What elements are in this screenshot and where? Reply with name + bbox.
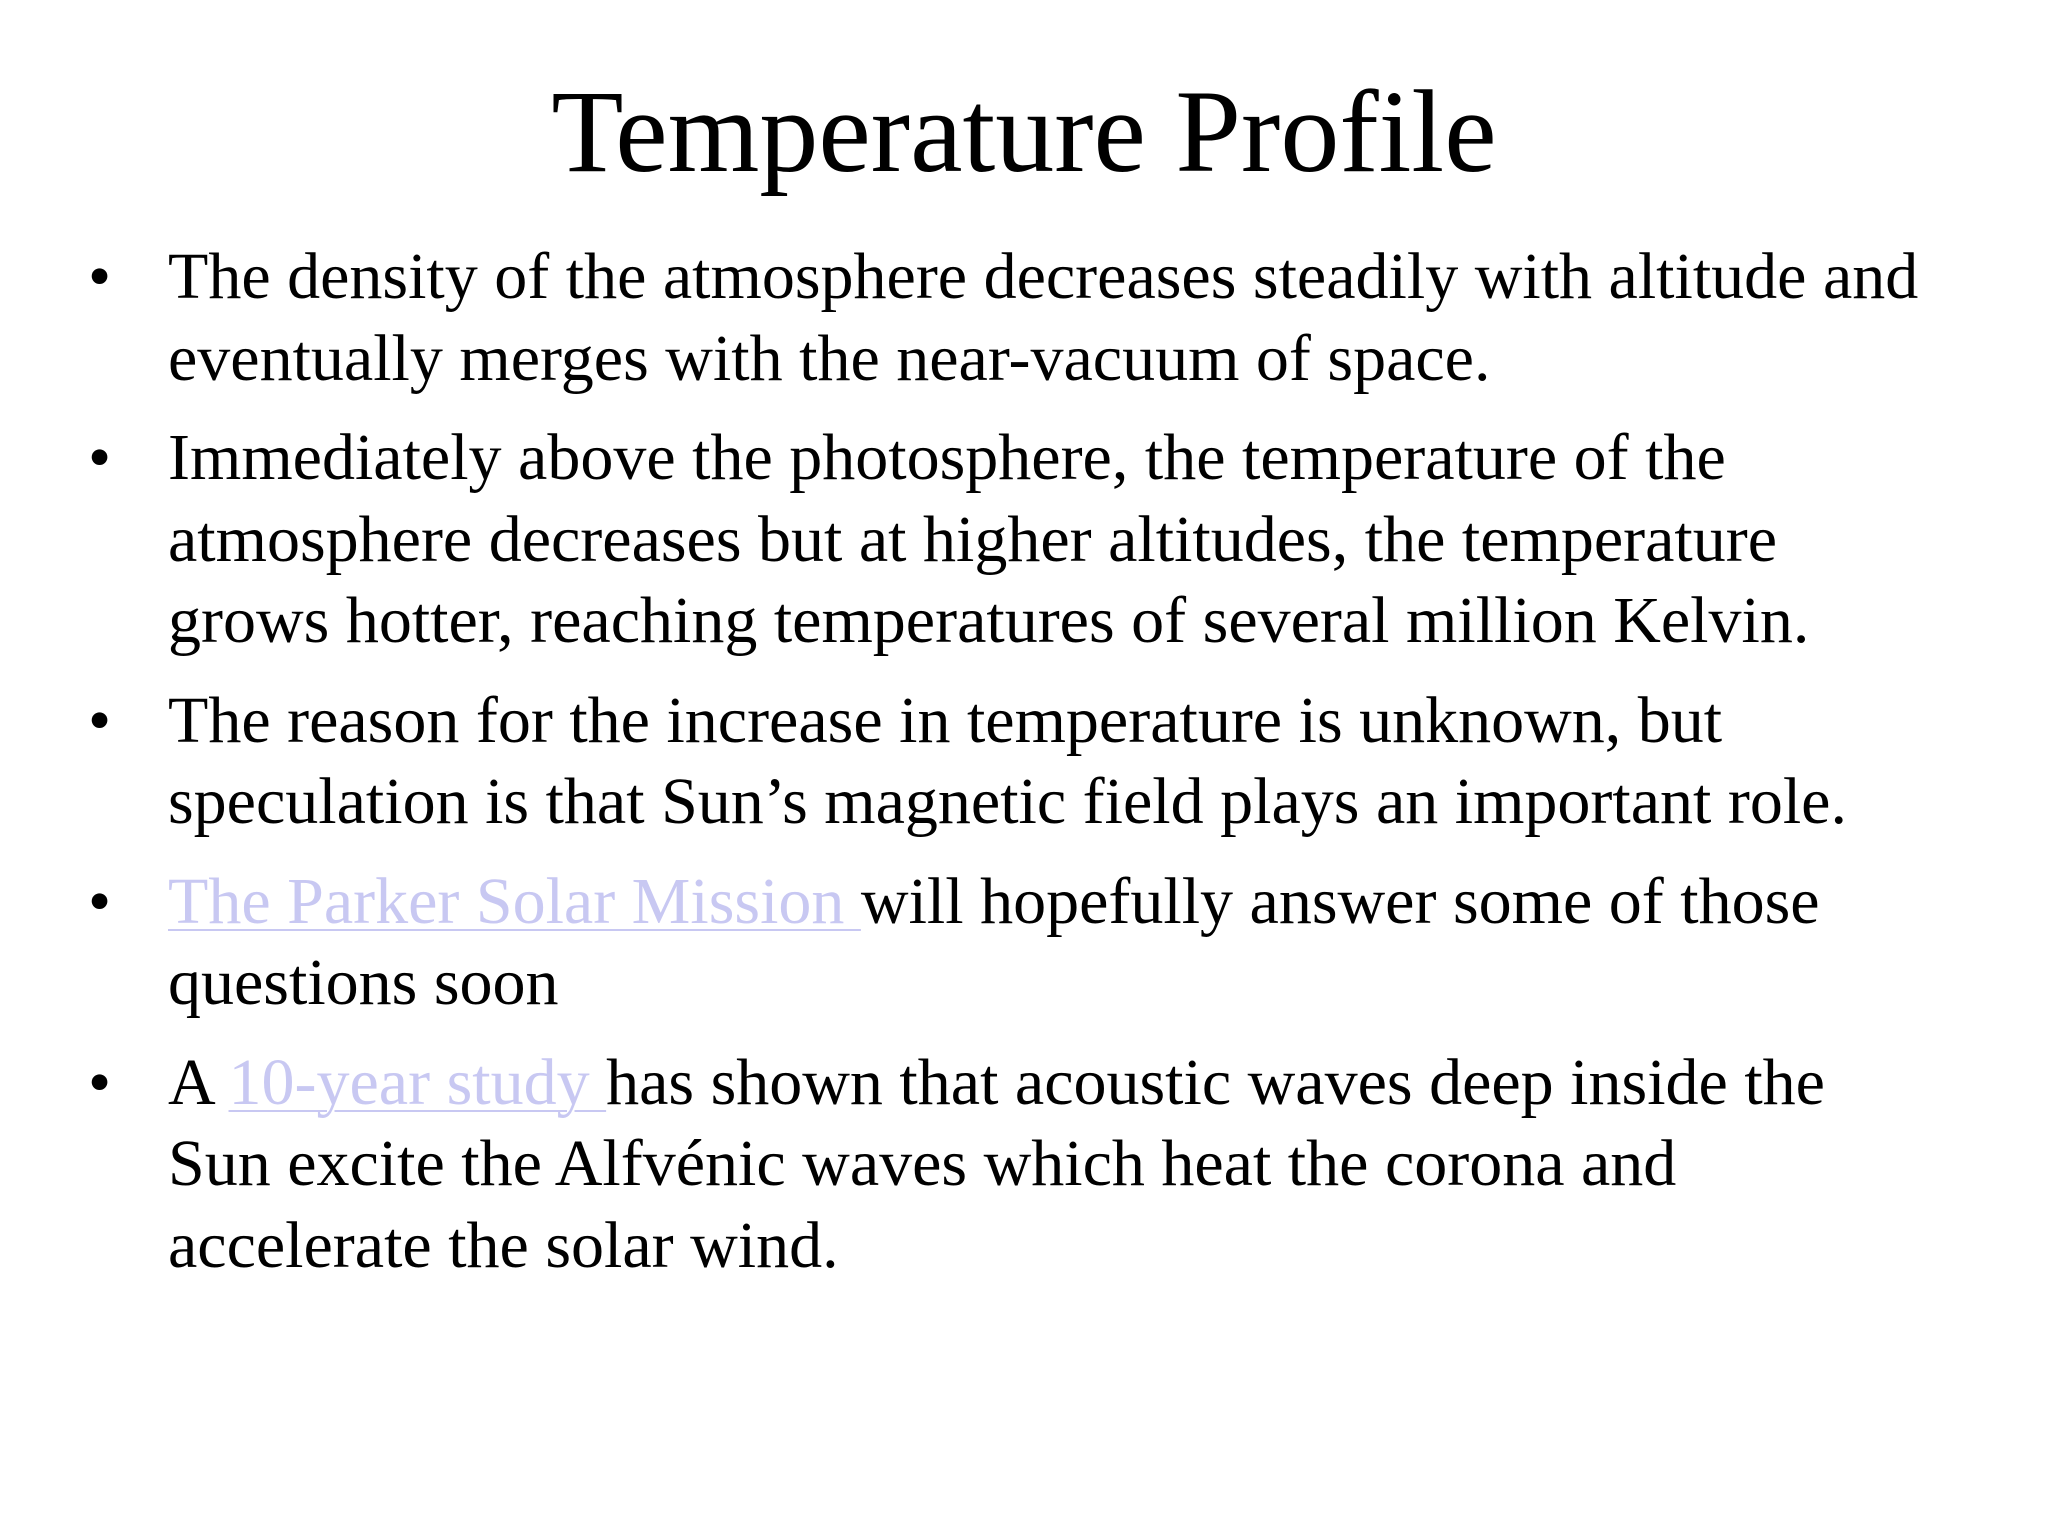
- bullet-text-line: Immediately above the photosphere, the temperature of the: [168, 421, 1726, 494]
- bullet-text-line: Sun excite the Alfvénic waves which heat the corona and: [168, 1127, 1677, 1200]
- bullet-text-segment: A: [168, 1045, 229, 1119]
- bullet-text-line: grows hotter, reaching temperatures of several million Kelvin.: [168, 584, 1810, 657]
- bullet-list: [0, 236, 2048, 1304]
- bullet-text-line: [168, 861, 2028, 943]
- bullet-item-photosphere: [0, 417, 2048, 662]
- bullet-item-parker: [0, 861, 2048, 1024]
- bullet-item-density: [0, 236, 2048, 399]
- bullet-text-line: accelerate the solar wind.: [168, 1208, 839, 1282]
- bullet-icon: •: [88, 1045, 112, 1119]
- bullet-text-line: The density of the atmosphere decreases steadily with altitude and: [168, 240, 1919, 313]
- bullet-text-line: atmosphere decreases but at higher altitudes, the temperature: [168, 502, 1778, 576]
- ten-year-study-link[interactable]: 10-year study: [228, 1045, 607, 1119]
- bullet-icon: •: [88, 240, 112, 313]
- bullet-text-line: eventually merges with the near-vacuum of space.: [168, 321, 1491, 395]
- bullet-item-reason: [0, 680, 2048, 843]
- bullet-text-line: questions soon: [168, 946, 559, 1019]
- bullet-text-line: [168, 1042, 2028, 1124]
- parker-solar-mission-link[interactable]: The Parker Solar Mission: [168, 864, 861, 938]
- slide-title: Temperature Profile: [551, 66, 1497, 197]
- bullet-text-line: speculation is that Sun’s magnetic field plays an important role.: [168, 765, 1847, 838]
- bullet-text-segment: has shown that acoustic waves deep inside the: [606, 1045, 1825, 1119]
- bullet-item-study: [0, 1042, 2048, 1287]
- bullet-icon: •: [88, 683, 112, 757]
- bullet-icon: •: [88, 864, 112, 938]
- bullet-text-segment: will hopefully answer some of those: [860, 864, 1820, 938]
- bullet-icon: •: [88, 421, 112, 494]
- bullet-text-line: The reason for the increase in temperature is unknown, but: [168, 683, 1723, 757]
